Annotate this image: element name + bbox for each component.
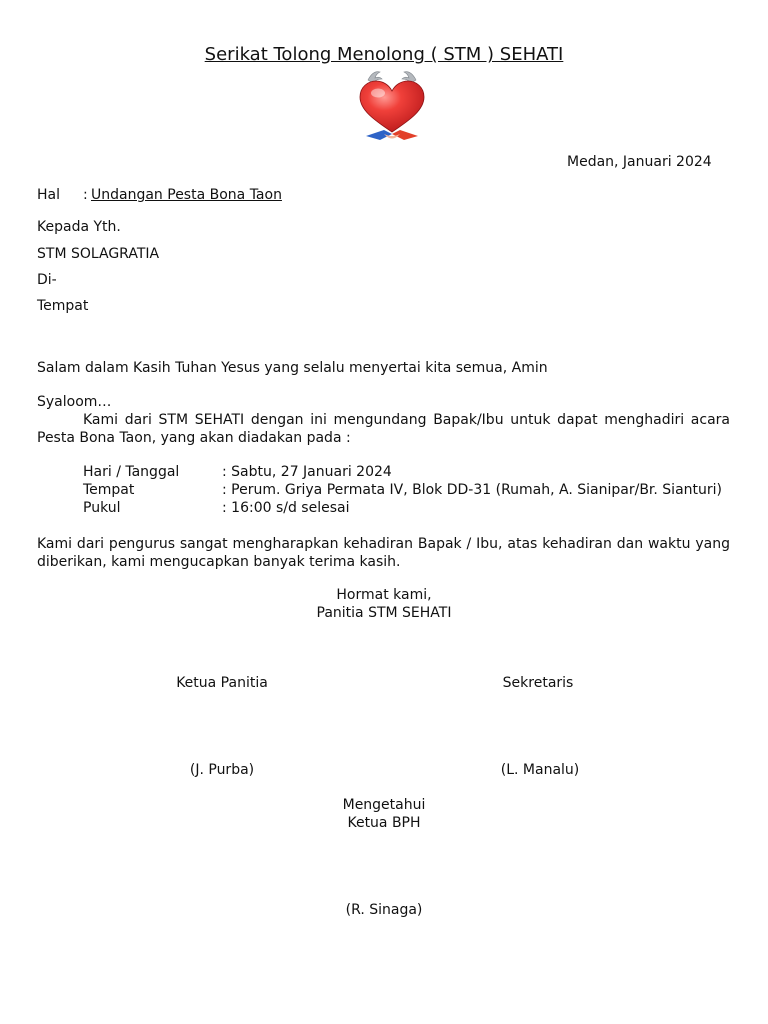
recipient-line-4: Tempat bbox=[37, 298, 89, 314]
acknowledge-line-1: Mengetahui bbox=[342, 797, 426, 813]
detail-label-date: Hari / Tanggal bbox=[83, 464, 180, 480]
recipient-line-2: STM SOLAGRATIA bbox=[37, 246, 160, 262]
subject-value: Undangan Pesta Bona Taon bbox=[91, 187, 282, 203]
regards-line-2: Panitia STM SEHATI bbox=[316, 605, 452, 621]
signatory-right-title: Sekretaris bbox=[502, 675, 574, 691]
heart-icon bbox=[360, 81, 424, 132]
place-date: Medan, Januari 2024 bbox=[567, 154, 712, 170]
detail-label-place: Tempat bbox=[83, 482, 135, 498]
recipient-line-1: Kepada Yth. bbox=[37, 219, 121, 235]
detail-value-time: : 16:00 s/d selesai bbox=[222, 500, 350, 516]
letter-title: Serikat Tolong Menolong ( STM ) SEHATI bbox=[204, 44, 564, 65]
signatory-left-title: Ketua Panitia bbox=[176, 675, 268, 691]
recipient-line-3: Di- bbox=[37, 272, 57, 288]
signatory-left-name: (J. Purba) bbox=[189, 762, 255, 778]
detail-value-date: : Sabtu, 27 Januari 2024 bbox=[222, 464, 392, 480]
detail-label-time: Pukul bbox=[83, 500, 121, 516]
greeting: Salam dalam Kasih Tuhan Yesus yang selalu menyertai kita semua, Amin bbox=[37, 360, 548, 376]
detail-value-place: : Perum. Griya Permata IV, Blok DD-31 (Rumah, A. Sianipar/Br. Sianturi) bbox=[222, 482, 722, 498]
stm-logo-icon bbox=[354, 66, 430, 146]
intro-paragraph: Kami dari STM SEHATI dengan ini mengundang Bapak/Ibu untuk dapat menghadiri acara Pesta Bona Taon, yang akan diadakan pada : bbox=[37, 412, 730, 446]
salutation: Syaloom… bbox=[37, 394, 112, 410]
subject-separator: : bbox=[83, 187, 88, 203]
regards-line-1: Hormat kami, bbox=[336, 587, 432, 603]
acknowledge-line-2: Ketua BPH bbox=[347, 815, 421, 831]
signatory-right-name: (L. Manalu) bbox=[500, 762, 580, 778]
closing-paragraph: Kami dari pengurus sangat mengharapkan kehadiran Bapak / Ibu, atas kehadiran dan waktu yang diberikan, kami mengucapkan banyak terima kasih. bbox=[37, 536, 730, 570]
acknowledge-name: (R. Sinaga) bbox=[345, 902, 423, 918]
subject-label: Hal bbox=[37, 187, 60, 203]
